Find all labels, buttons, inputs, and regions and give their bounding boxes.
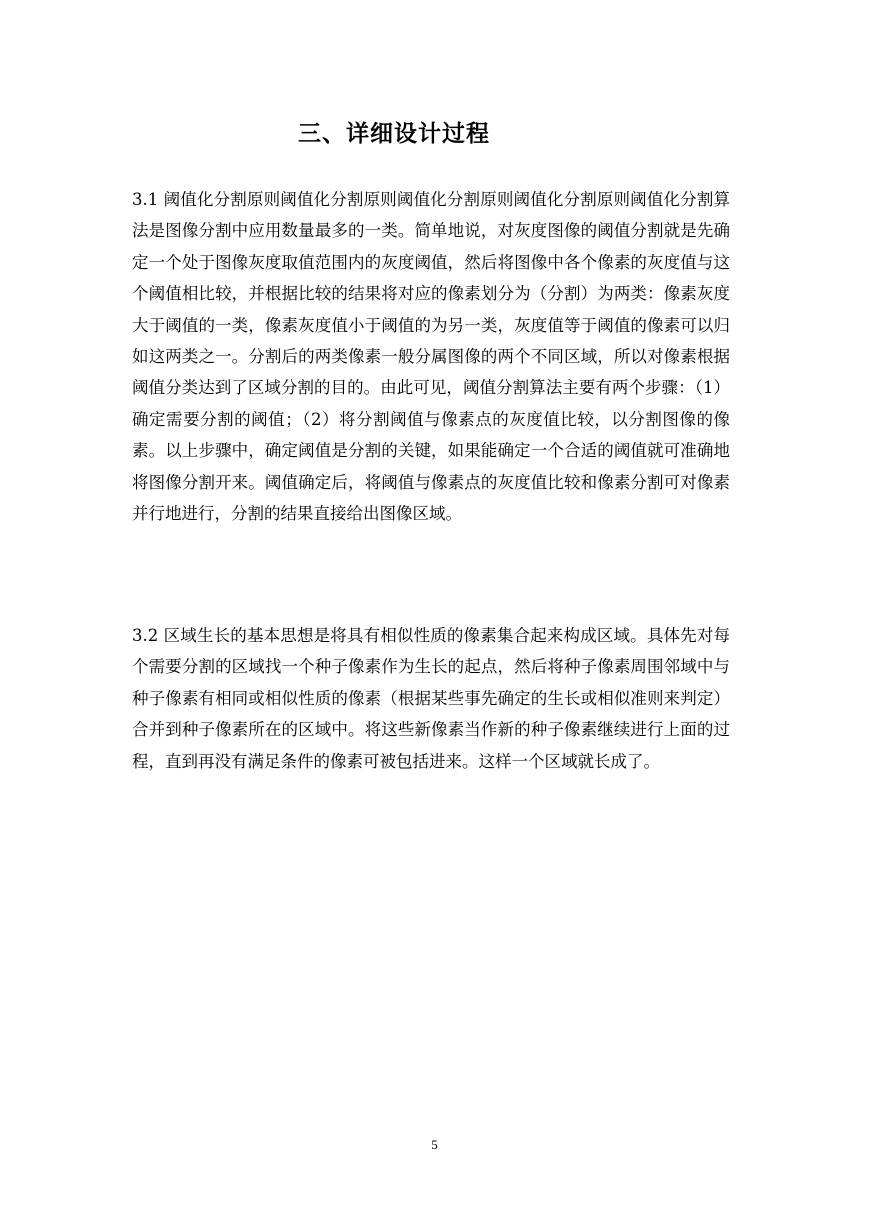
section-heading: 三、详细设计过程 <box>298 121 490 147</box>
paragraph-threshold-segmentation: 3.1 阈值化分割原则阈值化分割原则阈值化分割原则阈值化分割原则阈值化分割算法是图像分割中应用数量最多的一类。简单地说，对灰度图像的阈值分割就是先确定一个处于图像灰度取值范围内的灰度阈值，然后将图像中各个像素的灰度值与这个阈值相比较，并根据比较的结果将对应的像素划分为（分割）为两类：像素灰度大于阈值的一类，像素灰度值小于阈值的为另一类，灰度值等于阈值的像素可以归如这两类之一。分割后的两类像素一般分属图像的两个不同区域，所以对像素根据阈值分类达到了区域分割的目的。由此可见，阈值分割算法主要有两个步骤：（1）确定需要分割的阈值；（2）将分割阈值与像素点的灰度值比较，以分割图像的像素。以上步骤中，确定阈值是分割的关键，如果能确定一个合适的阈值就可准确地将图像分割开来。阈值确定后，将阈值与像素点的灰度值比较和像素分割可对像素并行地进行，分割的结果直接给出图像区域。 <box>132 190 730 524</box>
page-number: 5 <box>431 1137 438 1152</box>
paragraph-region-growing: 3.2 区域生长的基本思想是将具有相似性质的像素集合起来构成区域。具体先对每个需要分割的区域找一个种子像素作为生长的起点，然后将种子像素周围邻域中与种子像素有相同或相似性质的像素（根据某些事先确定的生长或相似准则来判定）合并到种子像素所在的区域中。将这些新像素当作新的种子像素继续进行上面的过程，直到再没有满足条件的像素可被包括进来。这样一个区域就长成了。 <box>132 626 730 771</box>
